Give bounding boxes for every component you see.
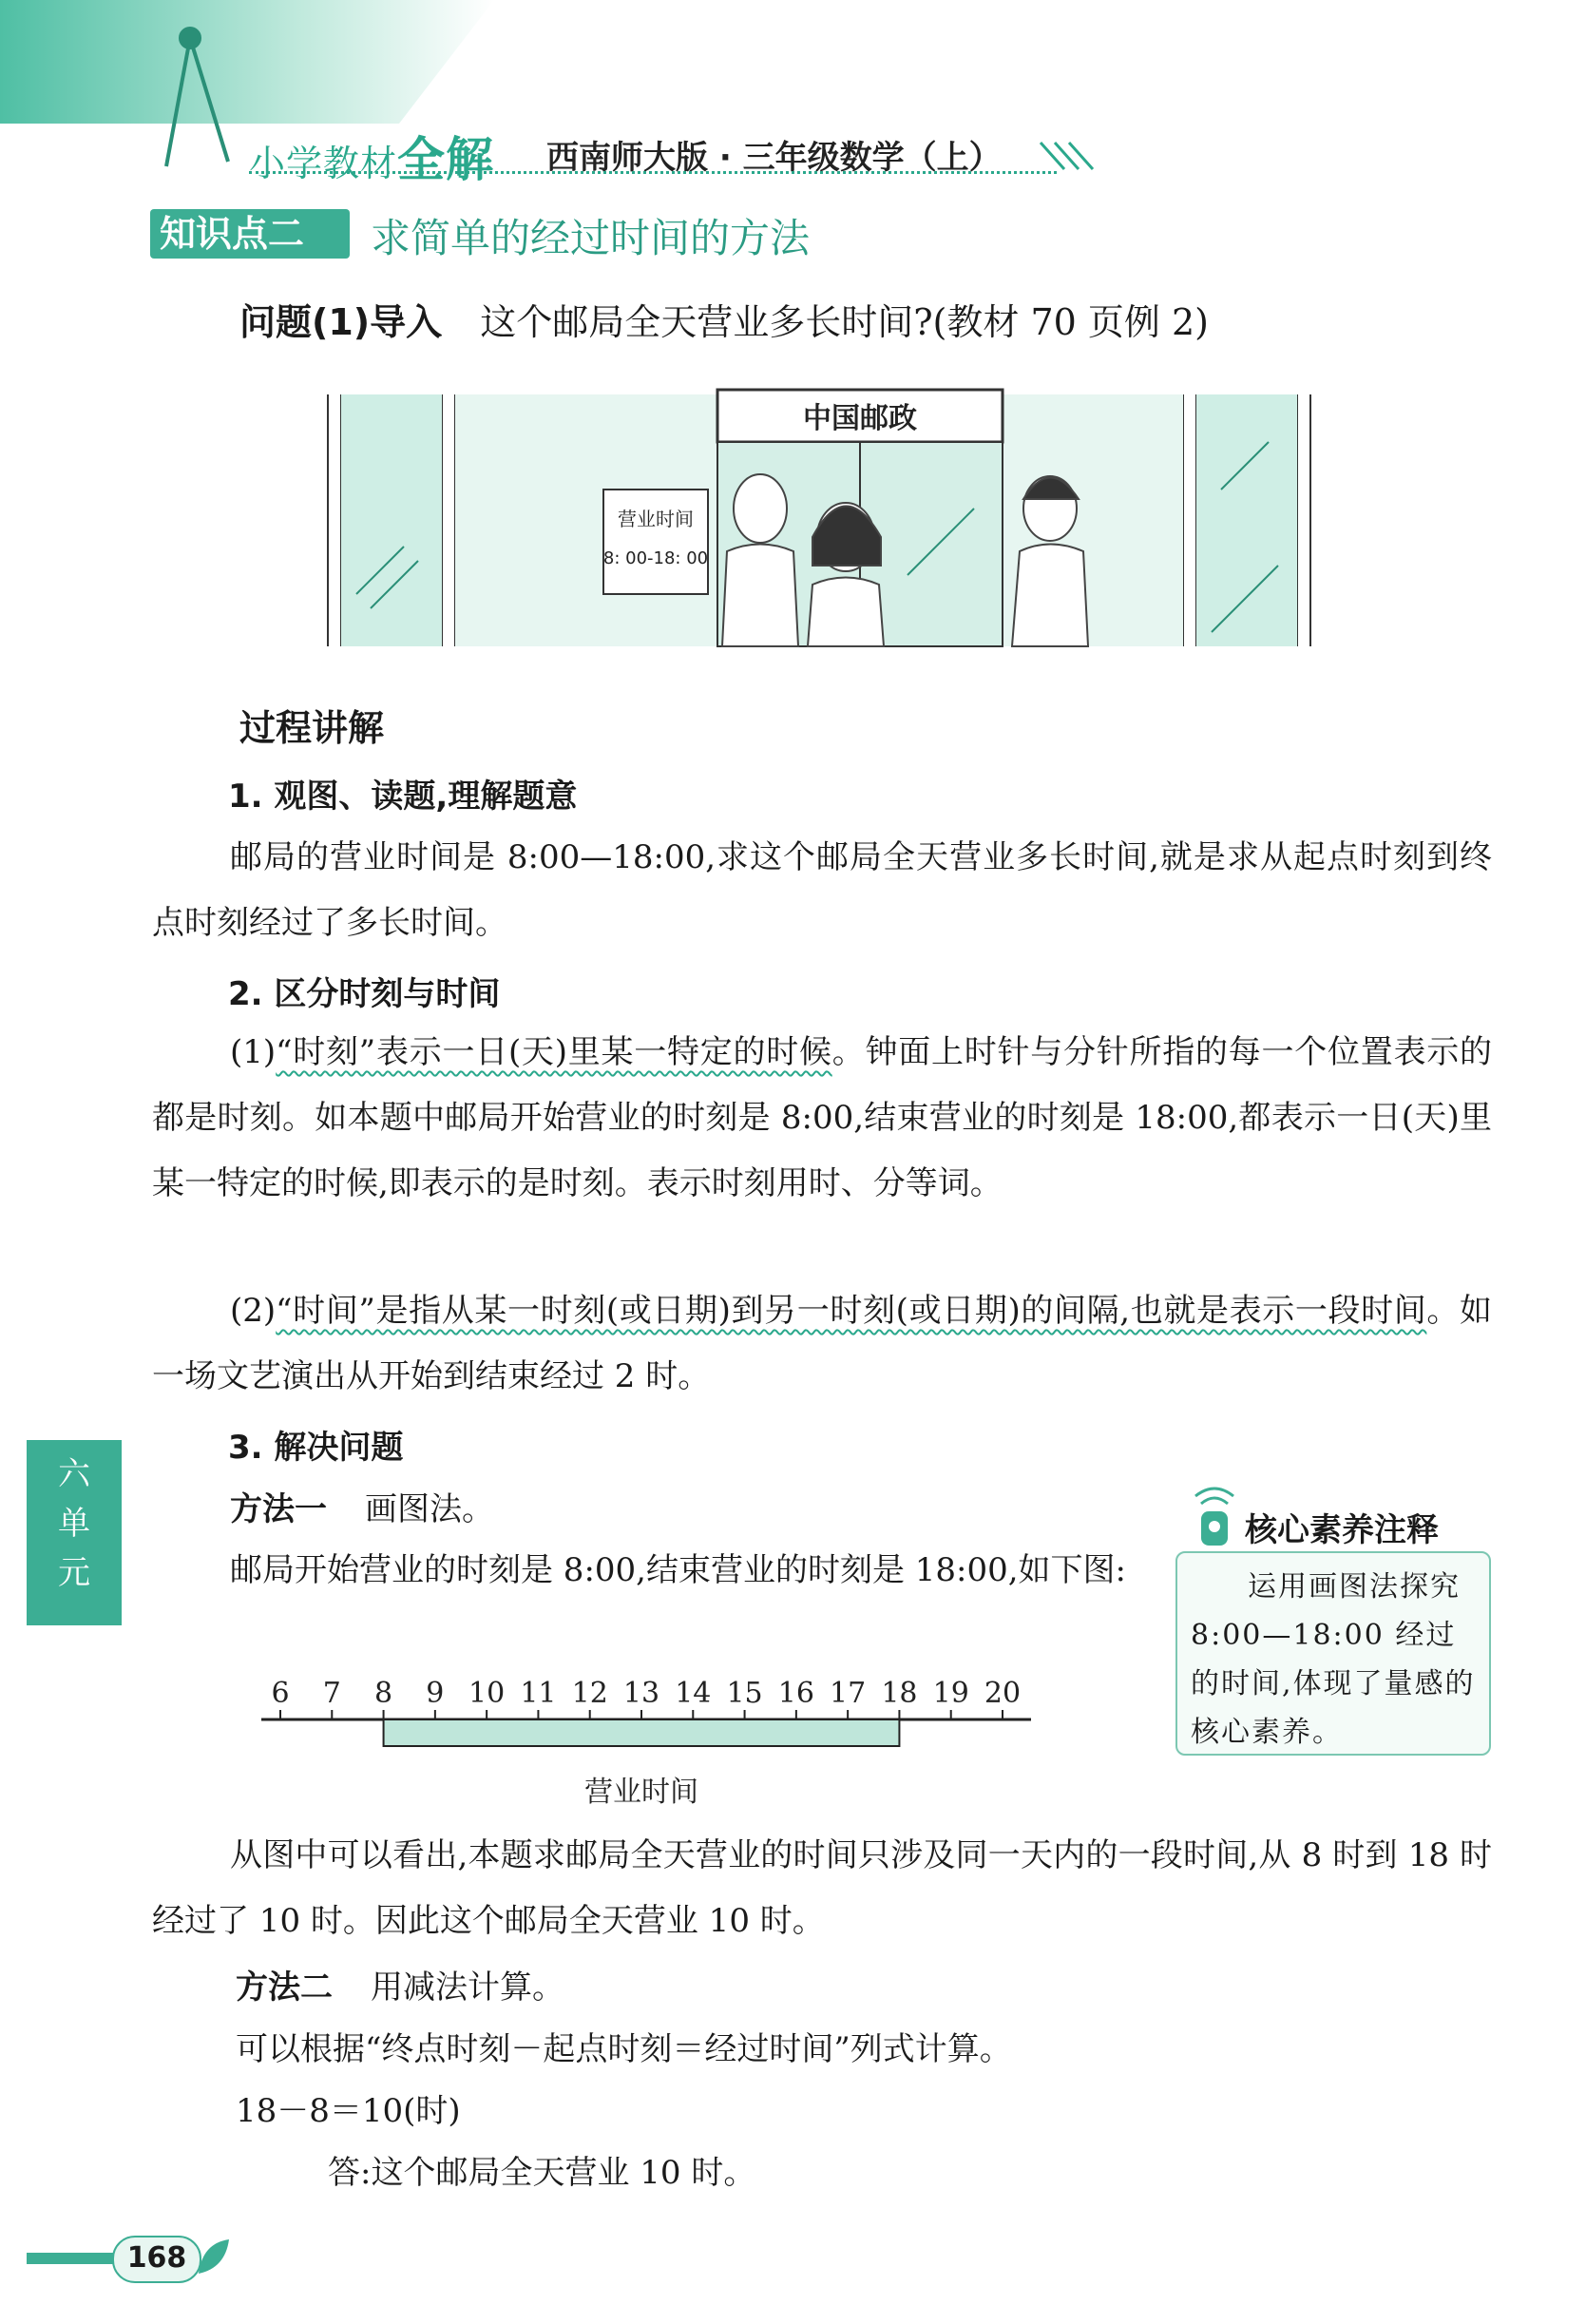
series-title: 西南师大版 · 三年级数学（上） (546, 139, 1002, 177)
brand-prefix: 小学教材 (249, 143, 398, 184)
step2-paragraph2 (152, 1278, 1492, 1410)
formula: 18－8＝10(时) (236, 2092, 461, 2130)
timeline-tick-label: 16 (777, 1677, 814, 1710)
footer-bar (27, 2253, 117, 2264)
business-hours-bar-label: 营业时间 (584, 1776, 698, 1809)
header-divider (249, 171, 1057, 174)
step2-paragraph1 (152, 1020, 1492, 1217)
step2-title: 2. 区分时刻与时间 (228, 975, 501, 1013)
timeline-tick-label: 12 (571, 1677, 608, 1710)
section-title: 求简单的经过时间的方法 (371, 215, 811, 261)
timeline-tick-label: 15 (726, 1677, 763, 1710)
question-line (239, 293, 1209, 345)
post-office-illustration (318, 385, 1326, 651)
method1-conclusion: 从图中可以看出,本题求邮局全天营业的时间只涉及同一天内的一段时间,从 8 时到 18 时经过了 10 时。因此这个邮局全天营业 10 时。 (152, 1836, 1492, 1940)
method1-line (230, 1483, 494, 1529)
method1-label: 方法一 (230, 1490, 327, 1528)
answer: 答:这个邮局全天营业 10 时。 (328, 2154, 756, 2192)
step2-p2-prefix: (2) (230, 1292, 277, 1330)
process-heading: 过程讲解 (239, 707, 385, 749)
step2-p1-rest: 。钟面上时针与分针所指的每一个位置表示的都是时刻。如本题中邮局开始营业的时刻是 8:00,结束营业的时刻是 18:00,都表示一日(天)里某一特定的时候,即表示的是时刻。表示时刻用时、分等词。 (152, 1033, 1492, 1202)
timeline-tick-label: 11 (520, 1677, 557, 1710)
method2-text: 可以根据“终点时刻－起点时刻＝经过时间”列式计算。 (236, 2030, 1012, 2068)
step1-title: 1. 观图、读题,理解题意 (228, 778, 578, 816)
method1-text: 邮局开始营业的时刻是 8:00,结束营业的时刻是 18:00,如下图: (230, 1551, 1127, 1589)
timeline-tick-label: 6 (271, 1677, 290, 1710)
method2-label: 方法二 (236, 1969, 333, 2007)
knowledge-point-badge: 知识点二 (150, 209, 350, 259)
question-label: 问题(1)导入 (239, 301, 443, 343)
moment-definition: “时刻”表示一日(天)里某一特定的时候 (276, 1033, 832, 1071)
side-tab-char: 单 (58, 1505, 90, 1543)
business-hours-notice-title: 营业时间 (618, 508, 694, 530)
business-hours-bar (384, 1719, 900, 1746)
timeline-tick-label: 10 (468, 1677, 506, 1710)
side-tab-char: 六 (58, 1455, 90, 1493)
page-number: 168 (112, 2236, 201, 2283)
step2-p1-prefix: (1) (230, 1033, 277, 1071)
timeline-tick-label: 13 (622, 1677, 660, 1710)
business-hours-timeline (261, 1668, 1041, 1820)
timeline-tick-label: 18 (881, 1677, 918, 1710)
step1-text: 邮局的营业时间是 8:00—18:00,求这个邮局全天营业多长时间,就是求从起点时刻到终点时刻经过了多长时间。 (152, 838, 1492, 942)
question-text: 这个邮局全天营业多长时间?(教材 70 页例 2) (480, 301, 1209, 343)
core-literacy-note: 运用画图法探究 8:00—18:00 经过的时间,体现了量感的核心素养。 (1175, 1551, 1491, 1756)
method2-line (236, 1961, 564, 2007)
timeline-tick-label: 20 (984, 1677, 1022, 1710)
duration-definition: “时间”是指从某一时刻(或日期)到另一时刻(或日期)的间隔,也就是表示一段时间 (276, 1292, 1427, 1330)
bulb-icon (1188, 1483, 1241, 1549)
step2-p2-rest: 。如一场文艺演出从开始到结束经过 2 时。 (152, 1292, 1492, 1395)
core-literacy-title: 核心素养注释 (1245, 1511, 1439, 1549)
timeline-tick-label: 19 (932, 1677, 969, 1710)
timeline-tick-label: 7 (322, 1677, 341, 1710)
side-tab-char: 元 (58, 1554, 90, 1592)
timeline-tick-label: 14 (675, 1677, 712, 1710)
timeline-tick-label: 17 (830, 1677, 867, 1710)
method2-name: 用减法计算。 (371, 1969, 564, 2007)
brand-logo (249, 122, 494, 190)
unit-side-tab (27, 1440, 122, 1625)
business-hours-notice-hours: 8: 00-18: 00 (602, 548, 709, 568)
timeline-tick-label: 9 (426, 1677, 445, 1710)
timeline-tick-label: 8 (374, 1677, 393, 1710)
step3-title: 3. 解决问题 (228, 1429, 404, 1467)
brand-emphasis: 全解 (397, 132, 495, 187)
leaf-icon (195, 2236, 233, 2279)
post-office-sign: 中国邮政 (803, 402, 917, 435)
method1-name: 画图法。 (365, 1490, 494, 1528)
